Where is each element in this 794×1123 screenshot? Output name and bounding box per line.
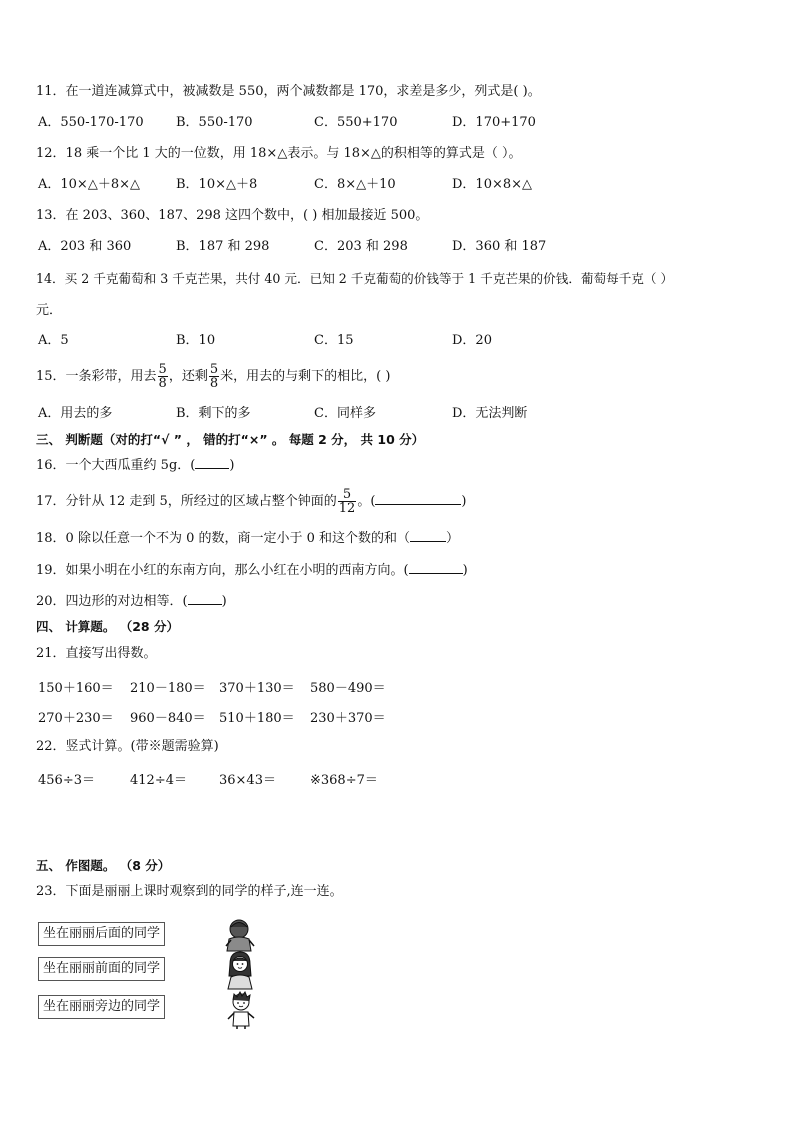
q15-stem [36,362,390,392]
q20-text: 20．四边形的对边相等．( [36,594,188,609]
q15-option-d: D．无法判断 [452,406,528,421]
q22-expr: ※368÷7＝ [310,773,378,788]
section-3-heading: 三、 判断题（对的打“√ ” ， 错的打“×” 。 每题 2 分， 共 10 分） [36,432,425,447]
q21-expr: 230＋370＝ [310,711,386,726]
q15-stem-part-a: 15．一条彩带，用去 [36,369,157,384]
q12-option-a: A．10×△＋8×△ [38,177,140,192]
q14-option-b: B．10 [176,333,216,348]
q17-frac-numerator: 5 [338,488,357,502]
q22-expr: 456÷3＝ [38,773,95,788]
q20-answer-blank[interactable] [188,604,222,605]
q13-option-b: B．187 和 298 [176,239,270,254]
q16-end: ) [229,458,235,473]
child-back-figure[interactable] [222,916,258,952]
q15-frac1-numerator: 5 [158,362,167,377]
q13-option-a: A．203 和 360 [38,239,132,254]
q21-expr: 150＋160＝ [38,681,114,696]
q17-answer-blank[interactable] [375,504,461,505]
q12-option-b: B．10×△＋8 [176,177,258,192]
section-4-heading: 四、 计算题。 （28 分） [36,619,179,634]
q21-expr: 210－180＝ [130,681,206,696]
q16 [36,457,234,475]
q13-option-c: C．203 和 298 [314,239,408,254]
boy-side-figure[interactable] [224,990,260,1030]
q18-text: 18．0 除以任意一个不为 0 的数，商一定小于 0 和这个数的和（ [36,531,411,546]
q19-answer-blank[interactable] [409,573,463,574]
q13-option-d: D．360 和 187 [452,239,547,254]
q11-option-b: B．550-170 [176,115,253,130]
q19-text: 19．如果小明在小红的东南方向，那么小红在小明的西南方向。( [36,563,409,578]
q23-stem: 23．下面是丽丽上课时观察到的同学的样子,连一连。 [36,884,343,899]
girl-front-figure[interactable] [222,950,258,990]
q15-stem-part-c: 米，用去的与剩下的相比，( ) [220,369,391,384]
section-5-heading: 五、 作图题。 （8 分） [36,858,171,873]
q11-option-a: A．550-170-170 [38,115,144,130]
q18-end: ） [446,531,460,546]
q22-expr: 36×43＝ [219,773,276,788]
q17-fraction [338,488,357,515]
q15-fraction-remaining [209,363,219,390]
q11-option-c: C．550+170 [314,115,398,130]
q15-fraction-used [158,363,168,390]
q23-box-beside[interactable]: 坐在丽丽旁边的同学 [38,995,165,1019]
q15-frac2-denominator: 8 [209,376,219,391]
q15-option-b: B．剩下的多 [176,406,251,421]
q14-option-a: A．5 [38,333,69,348]
q21-expr: 370＋130＝ [219,681,295,696]
q21-expr: 510＋180＝ [219,711,295,726]
q18-answer-blank[interactable] [410,541,446,542]
q13-stem: 13．在 203、360、187、298 这四个数中，( ) 相加最接近 500。 [36,208,429,223]
q22-expr: 412÷4＝ [130,773,187,788]
q15-option-c: C．同样多 [314,406,376,421]
q11-option-d: D．170+170 [452,115,536,130]
q17 [36,487,466,517]
q16-text: 16．一个大西瓜重约 5g．( [36,458,196,473]
q15-option-a: A．用去的多 [38,406,113,421]
q19-end: ) [462,563,468,578]
q17-end: ) [461,494,467,509]
q11-stem: 11．在一道连减算式中，被减数是 550，两个减数都是 170，求差是多少，列式是( )。 [36,84,541,99]
q23-box-front[interactable]: 坐在丽丽前面的同学 [38,957,165,981]
q23-box-behind[interactable]: 坐在丽丽后面的同学 [38,922,165,946]
q14-option-c: C．15 [314,333,354,348]
q15-frac1-denominator: 8 [158,376,167,391]
q15-frac2-numerator: 5 [209,362,219,377]
q21-stem: 21．直接写出得数。 [36,646,157,661]
q14-option-d: D．20 [452,333,492,348]
q20 [36,593,227,611]
q21-expr: 580－490＝ [310,681,386,696]
q21-expr: 960－840＝ [130,711,206,726]
q17-frac-denominator: 12 [338,501,356,516]
q17-after: 。( [357,494,376,509]
q12-option-d: D．10×8×△ [452,177,533,192]
q14-stem: 14．买 2 千克葡萄和 3 千克芒果，共付 40 元．已知 2 千克葡萄的价钱等于 1 千克芒果的价钱．葡萄每千克（ ） [36,271,674,286]
q15-stem-part-b: ，还剩 [168,369,208,384]
q21-expr: 270＋230＝ [38,711,114,726]
q17-text: 17．分针从 12 走到 5，所经过的区域占整个钟面的 [36,494,337,509]
q20-end: ) [221,594,227,609]
q19 [36,562,468,580]
q12-stem: 12．18 乘一个比 1 大的一位数，用 18×△表示。与 18×△的积相等的算式是（ ）。 [36,146,522,161]
q22-stem: 22．竖式计算。(带※题需验算) [36,739,219,754]
q12-option-c: C．8×△＋10 [314,177,396,192]
q14-stem-continued: 元． [36,303,63,318]
q18 [36,530,459,548]
q16-answer-blank[interactable] [195,468,229,469]
